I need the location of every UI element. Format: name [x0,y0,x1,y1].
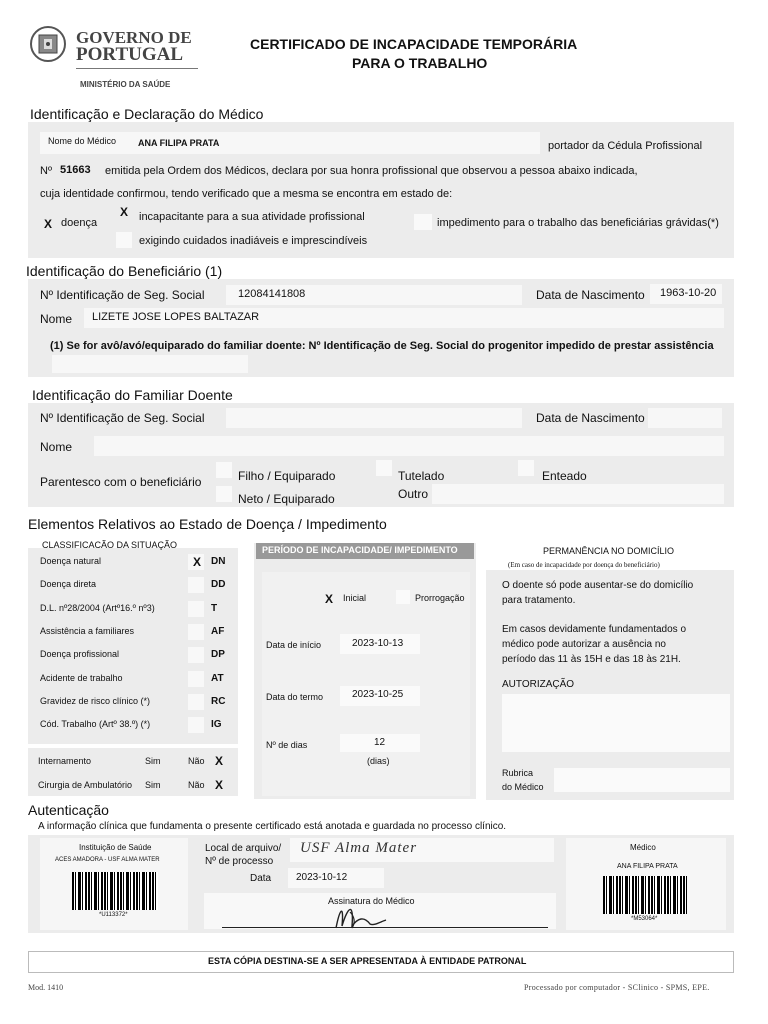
ben-note: (1) Se for avô/avó/equiparado do familiar doente: Nº Identificação de Seg. Social do progenitor impedido de prestar assistência [50,340,714,352]
dias-label: Nº de dias [266,740,308,750]
classificacao-row-code: T [211,603,218,614]
permanencia-text1-l1: O doente só pode ausentar-se do domicílio [502,580,694,591]
medico-auth-value: ANA FILIPA PRATA [617,863,678,870]
classificacao-title: CLASSIFICACÃO DA SITUAÇÃO [42,540,178,550]
classificacao-row-label: Gravidez de risco clínico (*) [40,696,151,706]
fam-nome-field[interactable] [94,436,724,456]
data-value: 2023-10-12 [296,872,348,883]
classificacao-row-code: DP [211,649,225,660]
ben-nasc-label: Data de Nascimento [536,288,645,302]
declaration-line2: cuja identidade confirmou, tendo verificado que a mesma se encontra em estado de: [40,188,453,200]
fam-nasc-field[interactable] [648,408,722,428]
signature-scribble [330,898,390,932]
section-beneficiario-title: Identificação do Beneficiário (1) [26,263,223,279]
classificacao-row-code: RC [211,696,226,707]
medico-name-value: ANA FILIPA PRATA [138,138,220,148]
barcode-instituicao [72,872,158,910]
logo-line1: GOVERNO DE [76,28,192,47]
logo-line2: PORTUGAL [76,44,184,65]
classificacao-row-checkbox[interactable] [188,624,204,640]
doenca-mark: X [44,217,53,231]
ben-nome-label: Nome [40,312,73,326]
dias-unit: (dias) [367,756,390,766]
periodo-title: PERÍODO DE INCAPACIDADE/ IMPEDIMENTO [262,545,458,555]
cuidados-checkbox[interactable] [116,232,132,248]
ben-ss-value: 12084141808 [238,288,306,300]
fam-outro-field[interactable] [432,484,724,504]
inicio-value: 2023-10-13 [352,638,404,649]
cuidados-label: exigindo cuidados inadiáveis e imprescindíveis [139,235,368,247]
arquivo-label-l2: Nº de processo [205,856,274,867]
fam-ss-label: Nº Identificação de Seg. Social [40,411,205,425]
classificacao-row-code: IG [211,719,222,730]
termo-value: 2023-10-25 [352,689,404,700]
barcode-medico-text: *M53064* [631,916,658,922]
fam-nome-label: Nome [40,440,73,454]
num-label: Nº [40,165,52,177]
classificacao-row-checkbox[interactable] [188,577,204,593]
data-label: Data [250,873,272,884]
medico-name-label: Nome do Médico [48,136,117,146]
permanencia-text2-l1: Em casos devidamente fundamentados o [502,624,686,635]
section-familiar-title: Identificação do Familiar Doente [32,387,233,403]
coat-of-arms-icon [28,24,68,64]
autorizacao-field[interactable] [502,694,730,752]
instituicao-label: Instituição de Saúde [79,843,152,852]
section-medico-title: Identificação e Declaração do Médico [30,106,264,122]
impedimento-checkbox[interactable] [414,214,432,230]
cirurgia-sim-label: Sim [145,780,161,790]
ben-nasc-value: 1963-10-20 [660,287,717,299]
ben-ss-label: Nº Identificação de Seg. Social [40,288,205,302]
classificacao-row-label: Assistência a familiares [40,626,135,636]
autenticacao-info: A informação clínica que fundamenta o presente certificado está anotada e guardada no processo clínico. [38,821,507,832]
fam-parentesco-label: Parentesco com o beneficiário [40,475,202,489]
medico-auth-label: Médico [630,843,656,852]
classificacao-row-label: Acidente de trabalho [40,673,123,683]
declaration-line1: emitida pela Ordem dos Médicos, declara por sua honra profissional que observou a pessoa abaixo indicada, [105,165,638,177]
impedimento-label: impedimento para o trabalho das beneficiárias grávidas(*) [437,217,719,229]
barcode-instituicao-text: *U113372* [99,912,128,918]
classificacao-row-label: Cód. Trabalho (Artº 38.º) (*) [40,719,151,729]
permanencia-text2-l3: período das 11 às 15H e das 18 às 21H. [502,654,681,665]
autorizacao-label: AUTORIZAÇÃO [502,679,575,690]
logo-divider [76,68,198,69]
rubrica-label-l2: do Médico [502,782,544,792]
permanencia-subtitle: (Em caso de incapacidade por doença do beneficiário) [508,561,660,569]
page-title-line1: CERTIFICADO DE INCAPACIDADE TEMPORÁRIA [250,36,578,52]
barcode-medico [603,876,687,914]
section-autenticacao-title: Autenticação [28,802,109,818]
fam-filho-checkbox[interactable] [216,462,232,478]
arquivo-value: USF Alma Mater [300,840,418,856]
internamento-nao-label: Não [188,756,205,766]
periodo-inner [262,572,470,796]
model-number: Mod. 1410 [28,983,64,992]
classificacao-row-code: DD [211,579,226,590]
classificacao-row-checkbox[interactable] [188,647,204,663]
prorrogacao-checkbox[interactable] [396,590,410,604]
cirurgia-label: Cirurgia de Ambulatório [38,780,133,790]
inicial-mark: X [325,592,334,606]
ministry-label: MINISTÉRIO DA SAÚDE [80,80,171,89]
doenca-label: doença [61,217,98,229]
fam-enteado-checkbox[interactable] [518,460,534,476]
fam-filho-label: Filho / Equiparado [238,469,336,483]
classificacao-row-label: Doença natural [40,556,102,566]
cedula-label: portador da Cédula Profissional [548,140,703,152]
classificacao-panel [28,548,238,744]
internamento-nao-mark: X [215,754,224,768]
rubrica-field[interactable] [554,768,730,792]
classificacao-row-checkbox[interactable] [188,717,204,733]
fam-neto-label: Neto / Equiparado [238,492,335,506]
instituicao-value: ACES AMADORA - USF ALMA MATER [55,857,160,863]
cirurgia-nao-label: Não [188,780,205,790]
ben-nome-value: LIZETE JOSE LOPES BALTAZAR [92,311,260,323]
fam-tutelado-checkbox[interactable] [376,460,392,476]
fam-outro-label: Outro [398,487,429,501]
incapacitante-label: incapacitante para a sua atividade profissional [139,211,365,223]
dias-value: 12 [374,737,386,748]
arquivo-label-l1: Local de arquivo/ [205,843,282,854]
classificacao-row-label: Doença direta [40,579,97,589]
permanencia-title: PERMANÊNCIA NO DOMICÍLIO [543,546,675,556]
cirurgia-nao-mark: X [215,778,224,792]
fam-enteado-label: Enteado [542,469,587,483]
fam-tutelado-label: Tutelado [398,469,445,483]
classificacao-row-checkbox[interactable] [188,694,204,710]
classificacao-row-code: DN [211,556,226,567]
classificacao-row-code: AF [211,626,225,637]
classificacao-row-code: AT [211,673,224,684]
processed-note: Processado por computador - SClinico - SPMS, EPE. [524,983,710,992]
classificacao-row-checkbox[interactable] [188,601,204,617]
classificacao-row-mark: X [193,555,202,569]
classificacao-row-label: Doença profissional [40,649,120,659]
fam-ss-field[interactable] [226,408,522,428]
prorrogacao-label: Prorrogação [415,593,465,603]
num-value: 51663 [60,164,91,176]
copy-note: ESTA CÓPIA DESTINA-SE A SER APRESENTADA À ENTIDADE PATRONAL [208,956,527,966]
permanencia-text2-l2: médico pode autorizar a ausência no [502,639,666,650]
termo-label: Data do termo [266,692,324,702]
assinatura-label: Assinatura do Médico [328,896,415,906]
classificacao-row-checkbox[interactable] [188,671,204,687]
inicial-label: Inicial [343,593,367,603]
incapacitante-mark: X [120,205,129,219]
ben-progenitor-field[interactable] [52,355,248,373]
internamento-label: Internamento [38,756,92,766]
classificacao-row-label: D.L. nº28/2004 (Artº16.º nº3) [40,603,155,613]
fam-neto-checkbox[interactable] [216,486,232,502]
rubrica-label-l1: Rubrica [502,768,534,778]
fam-nasc-label: Data de Nascimento [536,411,645,425]
inicio-label: Data de início [266,640,322,650]
section-doenca-title: Elementos Relativos ao Estado de Doença / Impedimento [28,516,387,532]
permanencia-text1-l2: para tratamento. [502,595,576,606]
internamento-sim-label: Sim [145,756,161,766]
page-title-line2: PARA O TRABALHO [352,55,488,71]
